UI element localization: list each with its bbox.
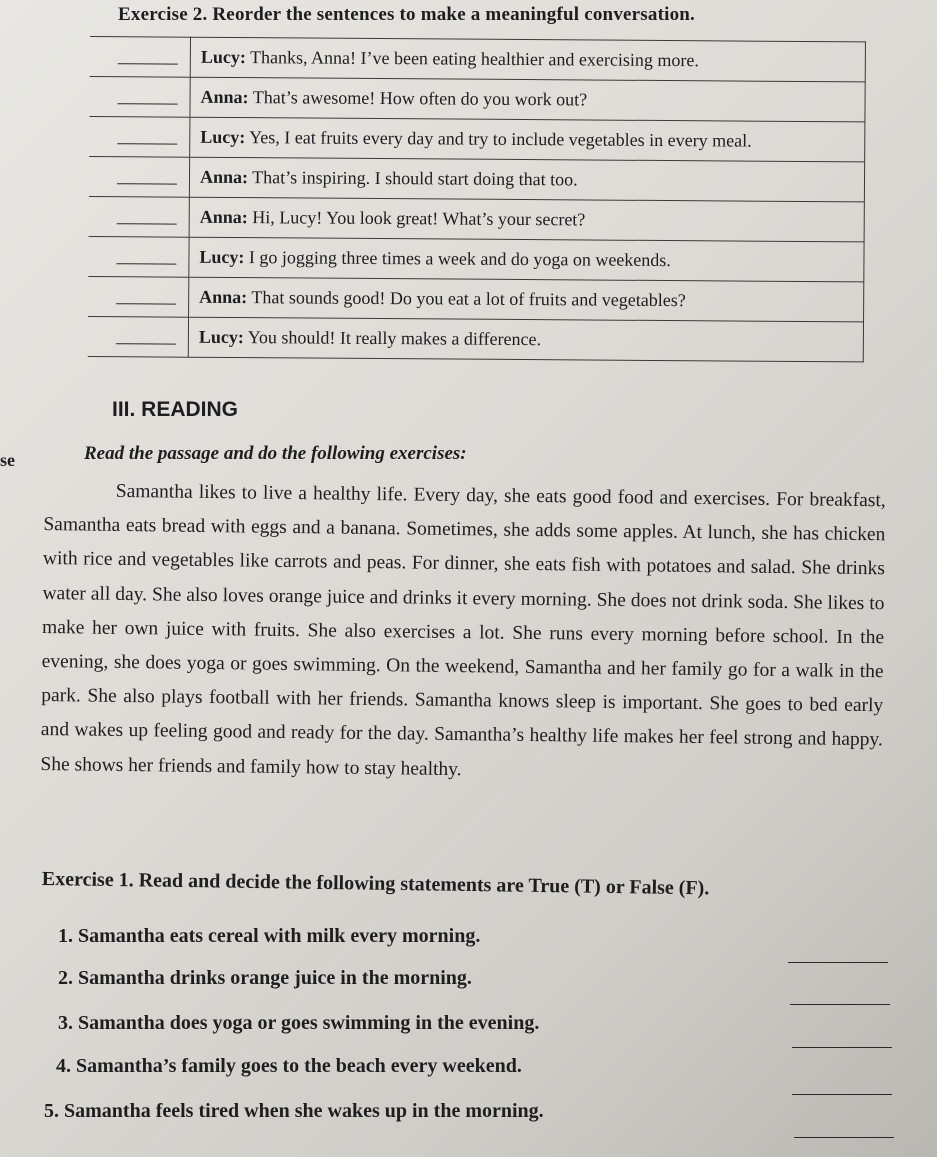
sentence-cell (189, 157, 864, 202)
exercise1-title: Exercise 1. Read and decide the following statements are True (T) or False (F). (41, 868, 710, 900)
speaker-label: Lucy: (200, 46, 246, 68)
sentence-cell (189, 237, 864, 282)
sentence-cell (190, 117, 865, 162)
sentence-text: You should! It really makes a difference. (247, 327, 542, 350)
speaker-label: Anna: (199, 206, 248, 228)
margin-fragment: se (0, 450, 15, 470)
section-title: III. READING (112, 398, 239, 421)
sentence-text: That’s inspiring. I should start doing that too. (252, 167, 578, 190)
reorder-row (88, 316, 864, 361)
reorder-row (88, 276, 864, 321)
reorder-row (90, 36, 866, 81)
answer-blank-4[interactable] (792, 1094, 892, 1095)
sentence-cell (190, 37, 865, 82)
sentence-cell (188, 317, 863, 362)
reorder-row (88, 236, 864, 281)
order-blank[interactable] (88, 236, 189, 277)
sentence-text: That sounds good! Do you eat a lot of fruits and vegetables? (251, 287, 686, 311)
speaker-label: Lucy: (199, 246, 245, 268)
sentence-text: Hi, Lucy! You look great! What’s your secret? (252, 207, 586, 230)
statement-2: 2. Samantha drinks orange juice in the morning. (58, 967, 472, 989)
statement-1: 1. Samantha eats cereal with milk every morning. (58, 925, 481, 947)
sentence-cell (190, 77, 865, 122)
answer-blank-5[interactable] (794, 1137, 894, 1138)
order-blank[interactable] (89, 76, 190, 117)
reading-passage: Samantha likes to live a healthy life. Every day, she eats good food and exercises. For breakfast, Samantha eats bread with eggs and a banana. Sometimes, she adds some apples. At lunch, she has chicken with rice and vegetables like carrots and peas. For dinner, she eats fish with potatoes and salad. She drinks water all day. She also loves orange juice and drinks it every morning. She does not drink soda. She likes to make her own juice with fruits. She also exercises a lot. She runs every morning before school. In the evening, she does yoga or goes swimming. On the weekend, Samantha and her family go for a walk in the park. She also plays football with her friends. Samantha knows sleep is important. She goes to bed early and wakes up feeling good and ready for the day. Samantha’s healthy life makes her feel strong and happy. She shows her friends and family how to stay healthy. (40, 480, 886, 780)
answer-blank-1[interactable] (788, 962, 888, 963)
order-blank[interactable] (90, 36, 191, 77)
order-blank[interactable] (88, 276, 189, 317)
reorder-row (89, 196, 865, 241)
speaker-label: Lucy: (198, 326, 244, 348)
statement-5: 5. Samantha feels tired when she wakes up in the morning. (44, 1100, 544, 1122)
exercise2-title: Exercise 2. Reorder the sentences to make a meaningful conversation. (118, 4, 696, 25)
statement-4: 4. Samantha’s family goes to the beach every weekend. (56, 1055, 522, 1077)
sentence-cell (189, 197, 864, 242)
order-blank[interactable] (89, 116, 190, 157)
reorder-table (88, 36, 866, 362)
sentence-text: Thanks, Anna! I’ve been eating healthier and exercising more. (249, 47, 699, 71)
reorder-row (89, 116, 865, 161)
answer-blank-3[interactable] (792, 1047, 892, 1048)
reorder-row (89, 76, 865, 121)
order-blank[interactable] (89, 196, 190, 237)
order-blank[interactable] (89, 156, 190, 197)
sentence-text: I go jogging three times a week and do yoga on weekends. (248, 247, 671, 271)
sentence-text: That’s awesome! How often do you work out? (252, 87, 588, 110)
speaker-label: Lucy: (200, 126, 246, 148)
order-blank[interactable] (88, 316, 189, 357)
answer-blank-2[interactable] (790, 1004, 890, 1005)
speaker-label: Anna: (199, 286, 248, 308)
reorder-row (89, 156, 865, 201)
sentence-cell (189, 277, 864, 322)
speaker-label: Anna: (199, 166, 249, 188)
reading-instruction: Read the passage and do the following exercises: (84, 443, 467, 464)
statement-3: 3. Samantha does yoga or goes swimming in the evening. (58, 1012, 540, 1034)
sentence-text: Yes, I eat fruits every day and try to include vegetables in every meal. (249, 127, 752, 151)
speaker-label: Anna: (200, 86, 249, 108)
